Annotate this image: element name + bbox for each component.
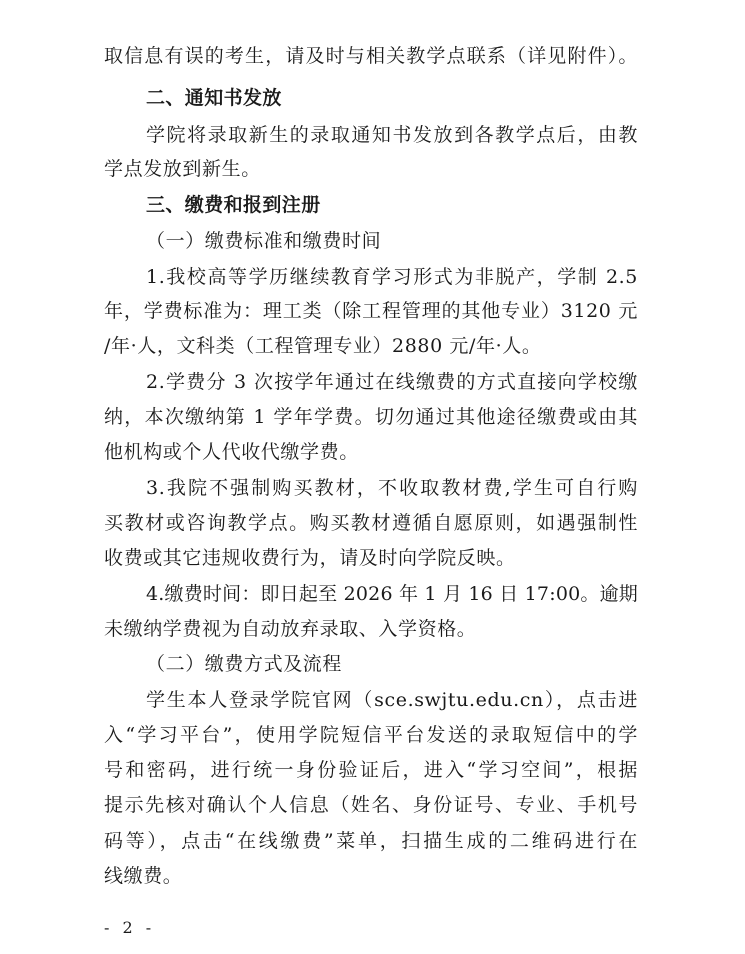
text-line: 提示先核对确认个人信息（姓名、身份证号、专业、手机号: [104, 794, 638, 816]
section-heading: 二、通知书发放: [146, 87, 282, 109]
page-number: - 2 -: [104, 918, 156, 937]
text-line: 3.我院不强制购买教材，不收取教材费,学生可自行购: [146, 477, 638, 499]
text-line: /年·人，文科类（工程管理专业）2880 元/年·人。: [104, 335, 542, 357]
text-line: 未缴纳学费视为自动放弃录取、入学资格。: [104, 618, 477, 640]
text-line: 收费或其它违规收费行为，请及时向学院反映。: [104, 547, 516, 569]
text-line: 1.我校高等学历继续教育学习形式为非脱产，学制 2.5: [146, 266, 638, 288]
text-line: 入“学习平台”，使用学院短信平台发送的录取短信中的学: [104, 724, 638, 746]
text-line: 线缴费。: [104, 865, 183, 887]
text-line: 纳，本次缴纳第 1 学年学费。切勿通过其他途径缴费或由其: [104, 406, 638, 428]
text-line: 取信息有误的考生，请及时与相关教学点联系（详见附件）。: [104, 45, 638, 67]
text-line: 学生本人登录学院官网（sce.swjtu.edu.cn），点击进: [146, 689, 638, 711]
text-line: 年，学费标准为：理工类（除工程管理的其他专业）3120 元: [104, 300, 638, 322]
text-line: 2.学费分 3 次按学年通过在线缴费的方式直接向学校缴: [146, 371, 638, 393]
text-line: 号和密码，进行统一身份验证后，进入“学习空间”，根据: [104, 759, 638, 781]
subsection-heading: （二）缴费方式及流程: [146, 653, 343, 675]
text-line: 买教材或咨询教学点。购买教材遵循自愿原则，如遇强制性: [104, 512, 638, 534]
subsection-heading: （一）缴费标准和缴费时间: [146, 230, 382, 252]
text-line: 4.缴费时间：即日起至 2026 年 1 月 16 日 17:00。逾期: [146, 583, 638, 605]
text-line: 学点发放到新生。: [104, 158, 261, 180]
text-line: 他机构或个人代收代缴学费。: [104, 441, 359, 463]
text-line: 学院将录取新生的录取通知书发放到各教学点后，由教: [146, 124, 638, 146]
section-heading: 三、缴费和报到注册: [146, 194, 321, 216]
text-line: 码等），点击“在线缴费”菜单，扫描生成的二维码进行在: [104, 830, 638, 852]
